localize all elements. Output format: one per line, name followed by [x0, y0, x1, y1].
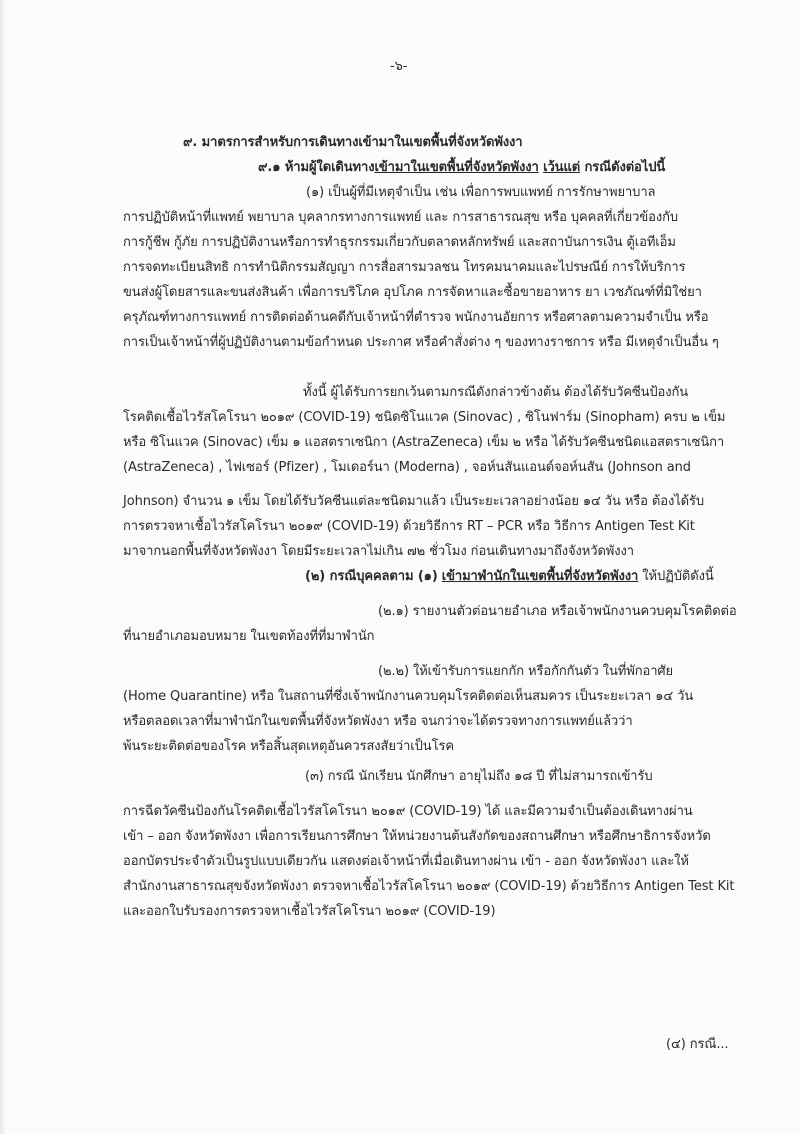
- para1-line: (๑) เป็นผู้ที่มีเหตุจำเป็น เช่น เพื่อการพบแพทย์ การรักษาพยาบาล: [306, 185, 656, 200]
- case2-heading-suffix: ให้ปฏิบัติดังนี้: [642, 569, 714, 584]
- para1-line: การปฏิบัติหน้าที่แพทย์ พยาบาล บุคลากรทางการแพทย์ และ การสาธารณสุข หรือ บุคคลที่เกี่ยวข้องกับ: [123, 210, 679, 225]
- case2-heading: [305, 568, 714, 586]
- para-vaccine-line: (AstraZeneca) , ไฟเซอร์ (Pfizer) , โมเดอร์นา (Moderna) , จอห์นสันแอนด์จอห์นสัน (Johnson and: [123, 460, 691, 475]
- para2-2-line: (Home Quarantine) หรือ ในสถานที่ซึ่งเจ้าพนักงานควบคุมโรคติดต่อเห็นสมควร เป็นระยะเวลา ๑๔ วัน: [123, 689, 694, 704]
- para-vaccine-line: ทั้งนี้ ผู้ได้รับการยกเว้นตามกรณีดังกล่าวข้างต้น ต้องได้รับวัคซีนป้องกัน: [303, 385, 689, 400]
- para3-line: เข้า – ออก จังหวัดพังงา เพื่อการเรียนการศึกษา ให้หน่วยงานต้นสังกัดของสถานศึกษา หรือศึกษาธิการจังหวัด: [123, 829, 711, 844]
- para2-2-line: หรือตลอดเวลาที่มาพำนักในเขตพื้นที่จังหวัดพังงา หรือ จนกว่าจะได้ตรวจทางการแพทย์แล้วว่า: [123, 714, 633, 729]
- para2-2-line: พ้นระยะติดต่อของโรค หรือสิ้นสุดเหตุอันควรสงสัยว่าเป็นโรค: [123, 739, 454, 754]
- para-vaccine-line: หรือ ซิโนแวค (Sinovac) เข็ม ๑ แอสตราเซนิกา (AstraZeneca) เข็ม ๒ หรือ ได้รับวัคซีนชนิดแอสตราเซนิกา: [123, 435, 725, 450]
- para1-line: ครุภัณฑ์ทางการแพทย์ การติดต่อด้านคดีกับเจ้าหน้าที่ตำรวจ พนักงานอัยการ หรือศาลตามความจำเป็น หรือ: [123, 310, 709, 325]
- para-vaccine-line: โรคติดเชื้อไวรัสโคโรนา ๒๐๑๙ (COVID-19) ชนิดซิโนแวค (Sinovac) , ซิโนฟาร์ม (Sinopham) ครบ ๒ เข็ม: [123, 410, 726, 425]
- para-vaccine-line: การตรวจหาเชื้อไวรัสโคโรนา ๒๐๑๙ (COVID-19) ด้วยวิธีการ RT – PCR หรือ วิธีการ Antigen Test Kit: [123, 519, 695, 534]
- subheading-underline-except: เว้นแต่: [543, 160, 581, 175]
- continuation-footer: (๔) กรณี...: [666, 1037, 729, 1052]
- para1-line: การจดทะเบียนสิทธิ การทำนิติกรรมสัญญา การสื่อสารมวลชน โทรคมนาคมและไปรษณีย์ การให้บริการ: [123, 260, 686, 275]
- para1-line: การกู้ชีพ กู้ภัย การปฏิบัติงานหรือการทำธุรกรรมเกี่ยวกับตลาดหลักทรัพย์ และสถาบันการเงิน ตู้เอทีเอ็ม: [123, 235, 676, 250]
- case2-heading-underline: เข้ามาพำนักในเขตพื้นที่จังหวัดพังงา: [441, 569, 639, 584]
- subheading-prefix: ๙.๑ ห้ามผู้ใดเดินทาง: [258, 160, 375, 175]
- para2-1-line: (๒.๑) รายงานตัวต่อนายอำเภอ หรือเจ้าพนักงานควบคุมโรคติดต่อ: [378, 604, 737, 619]
- para2-1-line: ที่นายอำเภอมอบหมาย ในเขตท้องที่ที่มาพำนัก: [123, 629, 375, 644]
- scan-edge-shadow: [0, 0, 6, 1134]
- para1-line: ขนส่งผู้โดยสารและขนส่งสินค้า เพื่อการบริโภค อุปโภค การจัดหาและซื้อขายอาหาร ยา เวชภัณฑ์ที่มิใช่ยา: [123, 285, 702, 300]
- para2-2-line: (๒.๒) ให้เข้ารับการแยกกัก หรือกักกันตัว ในที่พักอาศัย: [378, 664, 674, 679]
- para-vaccine-line: Johnson) จำนวน ๑ เข็ม โดยได้รับวัคซีนแต่ละชนิดมาแล้ว เป็นระยะเวลาอย่างน้อย ๑๔ วัน หรือ ต้องได้รับ: [123, 494, 705, 509]
- para3-line: สำนักงานสาธารณสุขจังหวัดพังงา ตรวจหาเชื้อไวรัสโคโรนา ๒๐๑๙ (COVID-19) ด้วยวิธีการ Antigen Test Kit: [123, 879, 735, 894]
- case2-heading-prefix: (๒) กรณีบุคคลตาม (๑): [305, 569, 438, 584]
- subheading-suffix: กรณีดังต่อไปนี้: [584, 160, 666, 175]
- page-number: -๖-: [390, 59, 408, 74]
- para3-line: (๓) กรณี นักเรียน นักศึกษา อายุไม่ถึง ๑๘ ปี ที่ไม่สามารถเข้ารับ: [305, 769, 653, 784]
- para-vaccine-line: มาจากนอกพื้นที่จังหวัดพังงา โดยมีระยะเวลาไม่เกิน ๗๒ ชั่วโมง ก่อนเดินทางมาถึงจังหวัดพังงา: [123, 544, 634, 559]
- para1-line: การเป็นเจ้าหน้าที่ผู้ปฏิบัติงานตามข้อกำหนด ประกาศ หรือคำสั่งต่าง ๆ ของทางราชการ หรือ มีเหตุจำเป็นอื่น ๆ: [123, 335, 719, 350]
- para3-line: การฉีดวัคซีนป้องกันโรคติดเชื้อไวรัสโคโรนา ๒๐๑๙ (COVID-19) ได้ และมีความจำเป็นต้องเดินทางผ่าน: [123, 804, 693, 819]
- section-heading: ๙. มาตรการสำหรับการเดินทางเข้ามาในเขตพื้นที่จังหวัดพังงา: [183, 135, 523, 150]
- para3-line: ออกบัตรประจำตัวเป็นรูปแบบเดียวกัน แสดงต่อเจ้าหน้าที่เมื่อเดินทางผ่าน เข้า - ออก จังหวัดพังงา และให้: [123, 854, 689, 869]
- subheading-underline-area: เข้ามาในเขตพื้นที่จังหวัดพังงา: [374, 160, 539, 175]
- para3-line: และออกใบรับรองการตรวจหาเชื้อไวรัสโคโรนา ๒๐๑๙ (COVID-19): [123, 904, 496, 919]
- section-subheading: [258, 159, 665, 177]
